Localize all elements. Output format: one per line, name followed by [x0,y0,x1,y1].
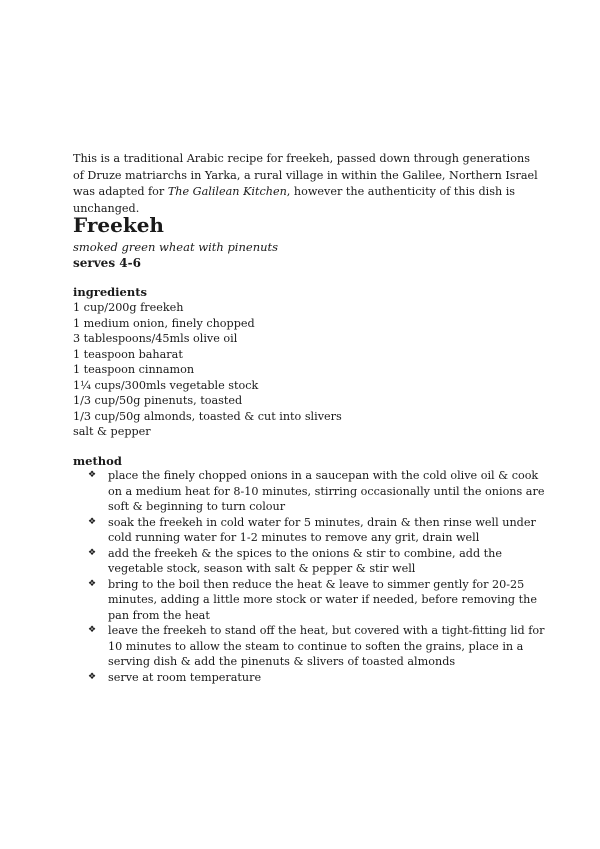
method-step-text: serve at room temperature [108,670,262,684]
method-step-text: leave the freekeh to stand off the heat, but covered with a tight-fitting lid for 10 minutes to allow the steam to continue to soften the grains, place in a serving dish & add the pinenuts & slivers of toasted almonds [108,624,545,668]
diamond-bullet-icon: ❖ [88,547,97,558]
intro-text-after: , however the authenticity of this dish is unchanged. [73,185,516,215]
book-title: The Galilean Kitchen [167,185,287,198]
method-step [88,468,548,515]
ingredient-item: 1/3 cup/50g almonds, toasted & cut into slivers [73,409,342,423]
intro-text-before: This is a traditional Arabic recipe for freekeh, passed down through generations of Druze matriarchs in Yarka, a rural village in within the Galilee, Northern Israel was adapted for [73,152,538,198]
method-steps [88,468,548,685]
ingredient-item: 1/3 cup/50g pinenuts, toasted [73,394,243,407]
ingredients-heading: ingredients [73,285,148,299]
ingredient-item: 1 teaspoon baharat [73,347,183,361]
ingredients-list [73,300,342,440]
diamond-bullet-icon: ❖ [88,470,97,480]
method-step-text: bring to the boil then reduce the heat & leave to simmer gently for 20-25 minutes, adding a little more stock or water if needed, before removing the pan from the heat [108,577,537,622]
method-step [88,623,548,670]
method-step [88,546,548,577]
recipe-title: Freekeh [73,213,164,237]
method-step-text: soak the freekeh in cold water for 5 minutes, drain & then rinse well under cold running water for 1-2 minutes to remove any grit, drain well [108,515,536,544]
serves-count: serves 4-6 [73,256,141,270]
method-step-text: place the finely chopped onions in a saucepan with the cold olive oil & cook on a medium heat for 8-10 minutes, stirring occasionally until the onions are soft & beginning to turn colour [108,469,545,513]
ingredient-item: 1¼ cups/300mls vegetable stock [73,378,259,392]
diamond-bullet-icon: ❖ [88,625,97,635]
diamond-bullet-icon: ❖ [88,516,97,527]
diamond-bullet-icon: ❖ [88,671,97,682]
method-step-text: add the freekeh & the spices to the onions & stir to combine, add the vegetable stock, season with salt & pepper & stir well [108,546,502,575]
method-heading: method [73,454,122,468]
ingredient-item: 1 medium onion, finely chopped [73,316,255,330]
ingredient-item: salt & pepper [73,425,151,438]
intro-paragraph [73,151,543,217]
ingredient-item: 3 tablespoons/45mls olive oil [73,332,238,345]
ingredient-item: 1 teaspoon cinnamon [73,363,195,376]
method-step [88,577,548,624]
recipe-subtitle: smoked green wheat with pinenuts [73,240,279,254]
ingredient-item: 1 cup/200g freekeh [73,301,184,314]
diamond-bullet-icon: ❖ [88,578,97,589]
method-step [88,515,548,546]
method-step [88,670,548,686]
